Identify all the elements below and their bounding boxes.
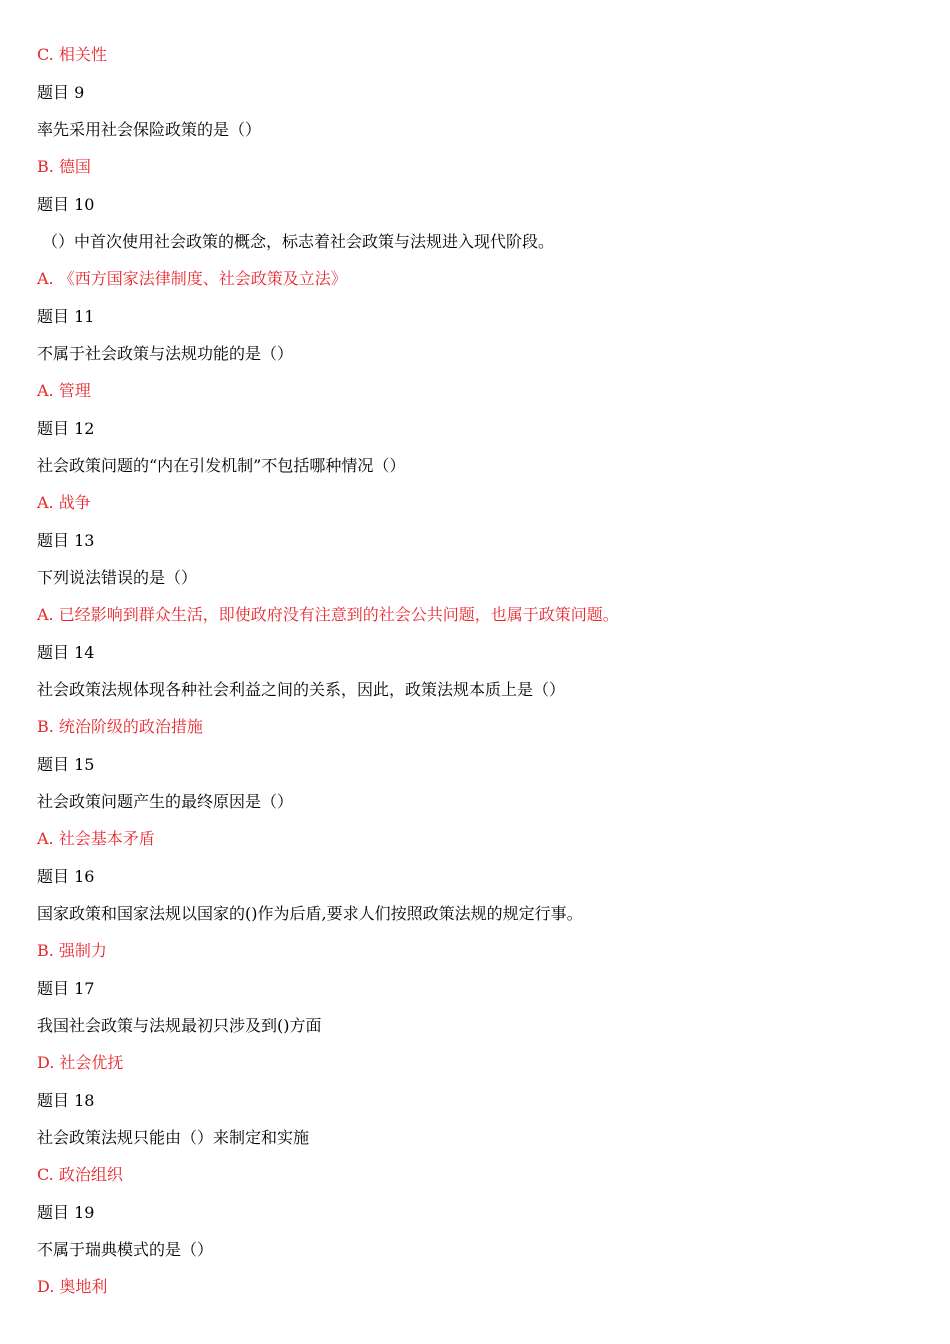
question-text: 社会政策问题的“内在引发机制”不包括哪种情况（）	[37, 456, 406, 475]
answer-line: C. 政治组织	[37, 1165, 123, 1184]
question-text: 下列说法错误的是（）	[37, 568, 198, 587]
question-number: 题目 14	[37, 643, 95, 662]
question-number: 题目 17	[37, 979, 95, 998]
answer-line: A. 战争	[37, 493, 91, 512]
question-number: 题目 9	[37, 83, 85, 102]
answer-line: D. 社会优抚	[37, 1053, 124, 1072]
question-number: 题目 10	[37, 195, 95, 214]
question-text: 社会政策法规体现各种社会利益之间的关系，因此，政策法规本质上是（）	[37, 680, 566, 699]
question-number: 题目 16	[37, 867, 95, 886]
question-number: 题目 19	[37, 1203, 95, 1222]
answer-line: B. 德国	[37, 157, 91, 176]
answer-line: C. 相关性	[37, 45, 107, 64]
question-text: 国家政策和国家法规以国家的()作为后盾,要求人们按照政策法规的规定行事。	[37, 904, 583, 923]
question-text: 社会政策问题产生的最终原因是（）	[37, 792, 294, 811]
answer-line: A. 社会基本矛盾	[37, 829, 155, 848]
question-text: 不属于瑞典模式的是（）	[37, 1240, 214, 1259]
answer-line: A. 已经影响到群众生活，即使政府没有注意到的社会公共问题，也属于政策问题。	[37, 605, 619, 624]
question-text: 社会政策法规只能由（）来制定和实施	[37, 1128, 310, 1147]
question-text: 不属于社会政策与法规功能的是（）	[37, 344, 294, 363]
question-text: （）中首次使用社会政策的概念，标志着社会政策与法规进入现代阶段。	[42, 232, 555, 251]
question-number: 题目 11	[37, 307, 95, 326]
question-text: 我国社会政策与法规最初只涉及到()方面	[37, 1016, 322, 1035]
answer-line: B. 统治阶级的政治措施	[37, 717, 203, 736]
question-number: 题目 15	[37, 755, 95, 774]
question-number: 题目 13	[37, 531, 95, 550]
answer-line: A. 《西方国家法律制度、社会政策及立法》	[37, 269, 347, 288]
question-number: 题目 12	[37, 419, 95, 438]
answer-line: B. 强制力	[37, 941, 107, 960]
question-number: 题目 18	[37, 1091, 95, 1110]
answer-line: A. 管理	[37, 381, 91, 400]
answer-line: D. 奥地利	[37, 1277, 108, 1296]
question-text: 率先采用社会保险政策的是（）	[37, 120, 262, 139]
